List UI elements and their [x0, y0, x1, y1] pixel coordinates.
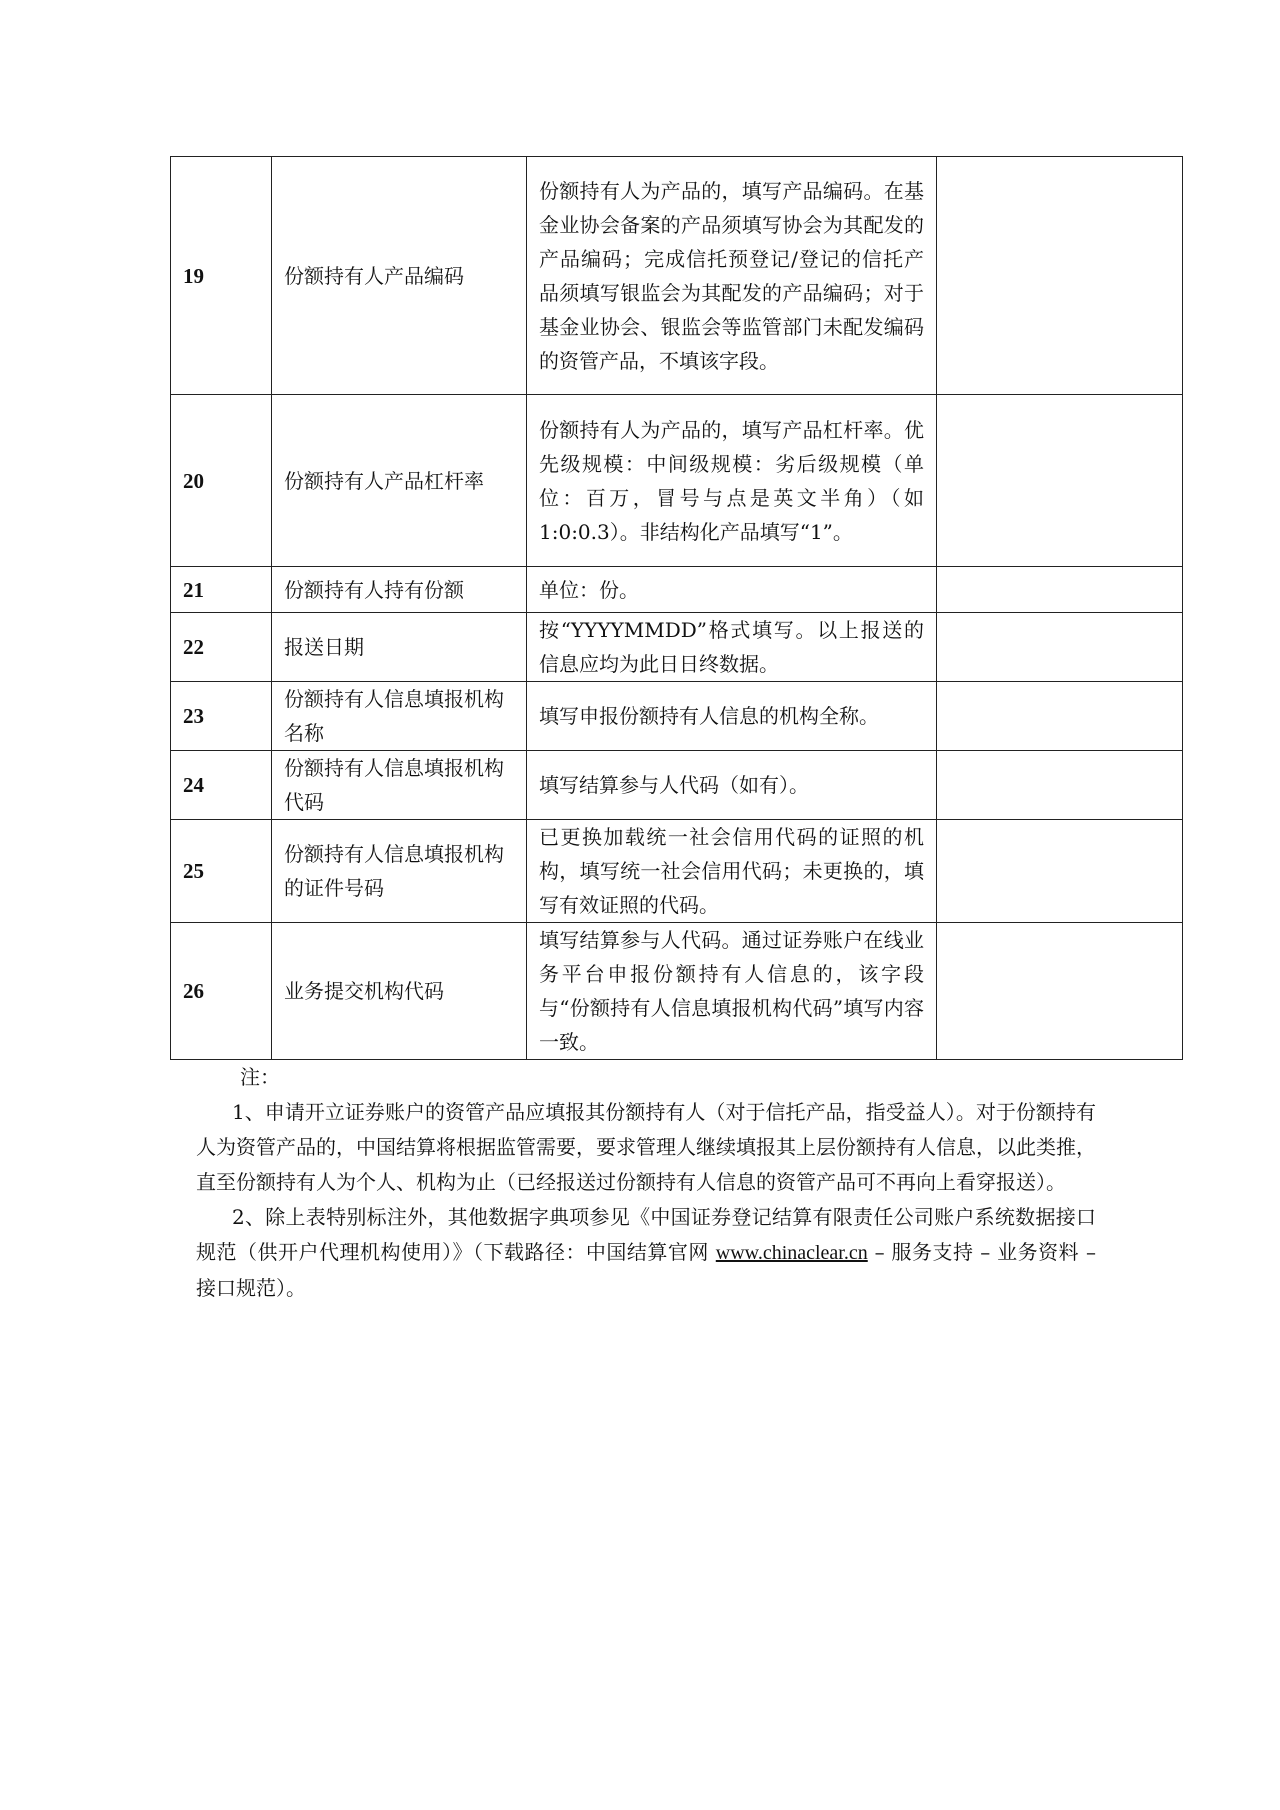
field-name-cell: [272, 613, 527, 682]
table-body: [171, 157, 1183, 1060]
field-name: 份额持有人信息填报机构名称: [284, 687, 504, 745]
field-name-cell: [272, 923, 527, 1060]
row-number: 19: [183, 263, 204, 288]
row-number-cell: [171, 820, 272, 923]
field-name-cell: [272, 820, 527, 923]
field-description: 单位：份。: [539, 577, 639, 602]
row-number-cell: [171, 751, 272, 820]
field-name-cell: [272, 157, 527, 395]
row-number: 25: [183, 859, 204, 883]
note-2: [196, 1200, 1096, 1306]
row-number-cell: [171, 682, 272, 751]
row-number-cell: [171, 923, 272, 1060]
field-remark-cell: [937, 682, 1183, 751]
row-number: 23: [183, 704, 204, 728]
note-2-text-after: – 服务支持 – 业务资料 – 接口规范）。: [196, 1240, 1096, 1300]
field-name: 份额持有人信息填报机构代码: [284, 756, 504, 814]
field-name: 份额持有人产品杠杆率: [284, 468, 484, 493]
table-row: [171, 820, 1183, 923]
table-row: [171, 923, 1183, 1060]
field-remark-cell: [937, 157, 1183, 395]
field-description: 填写结算参与人代码。通过证券账户在线业务平台申报份额持有人信息的，该字段与“份额持有人信息填报机构代码”填写内容一致。: [539, 928, 924, 1054]
field-name: 份额持有人信息填报机构的证件号码: [284, 842, 504, 900]
field-description-cell: [527, 923, 937, 1060]
field-description-cell: [527, 567, 937, 613]
field-description-cell: [527, 820, 937, 923]
field-name-cell: [272, 682, 527, 751]
field-remark-cell: [937, 613, 1183, 682]
row-number: 24: [183, 773, 204, 797]
field-name-cell: [272, 567, 527, 613]
notes-label: 注：: [240, 1065, 280, 1089]
field-name: 份额持有人持有份额: [284, 577, 464, 602]
row-number-cell: [171, 567, 272, 613]
field-description-cell: [527, 395, 937, 567]
field-remark-cell: [937, 395, 1183, 567]
table-row: [171, 682, 1183, 751]
field-description: 份额持有人为产品的，填写产品编码。在基金业协会备案的产品须填写协会为其配发的产品编码；完成信托预登记/登记的信托产品须填写银监会为其配发的产品编码；对于基金业协会、银监会等监管部门未配发编码的资管产品，不填该字段。: [539, 178, 924, 373]
row-number: 21: [183, 577, 204, 602]
table-row: [171, 751, 1183, 820]
notes-section: [196, 1060, 1096, 1306]
field-remark-cell: [937, 820, 1183, 923]
field-remark-cell: [937, 751, 1183, 820]
table-row: [171, 613, 1183, 682]
field-description-cell: [527, 751, 937, 820]
field-name-cell: [272, 395, 527, 567]
note-2-text-before: 2、除上表特别标注外，其他数据字典项参见《中国证券登记结算有限责任公司账户系统数据接口规范（供开户代理机构使用）》（下载路径：中国结算官网: [196, 1205, 1096, 1264]
field-description: 份额持有人为产品的，填写产品杠杆率。优先级规模：中间级规模：劣后级规模（单位：百万，冒号与点是英文半角）（如 1:0:0.3）。非结构化产品填写“1”。: [539, 417, 924, 544]
row-number: 20: [183, 468, 204, 493]
table-row: [171, 157, 1183, 395]
note-1: 1、申请开立证券账户的资管产品应填报其份额持有人（对于信托产品，指受益人）。对于份额持有人为资管产品的，中国结算将根据监管需要，要求管理人继续填报其上层份额持有人信息，以此类推，直至份额持有人为个人、机构为止（已经报送过份额持有人信息的资管产品可不再向上看穿报送）。: [196, 1100, 1096, 1194]
data-field-table: [170, 156, 1183, 1060]
table-row: [171, 395, 1183, 567]
field-description: 已更换加载统一社会信用代码的证照的机构，填写统一社会信用代码；未更换的，填写有效证照的代码。: [539, 825, 924, 917]
row-number: 26: [183, 979, 204, 1003]
field-description: 按“YYYYMMDD”格式填写。以上报送的信息应均为此日日终数据。: [539, 618, 924, 676]
field-description-cell: [527, 682, 937, 751]
field-description-cell: [527, 157, 937, 395]
row-number-cell: [171, 395, 272, 567]
row-number-cell: [171, 613, 272, 682]
field-description: 填写申报份额持有人信息的机构全称。: [539, 704, 879, 728]
field-description: 填写结算参与人代码（如有）。: [539, 773, 809, 797]
field-remark-cell: [937, 923, 1183, 1060]
field-description-cell: [527, 613, 937, 682]
table-row: [171, 567, 1183, 613]
field-name: 报送日期: [284, 635, 364, 659]
chinaclear-link[interactable]: www.chinaclear.cn: [715, 1242, 868, 1264]
field-remark-cell: [937, 567, 1183, 613]
field-name: 份额持有人产品编码: [284, 263, 464, 288]
field-name-cell: [272, 751, 527, 820]
row-number: 22: [183, 635, 204, 659]
field-name: 业务提交机构代码: [284, 979, 444, 1003]
row-number-cell: [171, 157, 272, 395]
